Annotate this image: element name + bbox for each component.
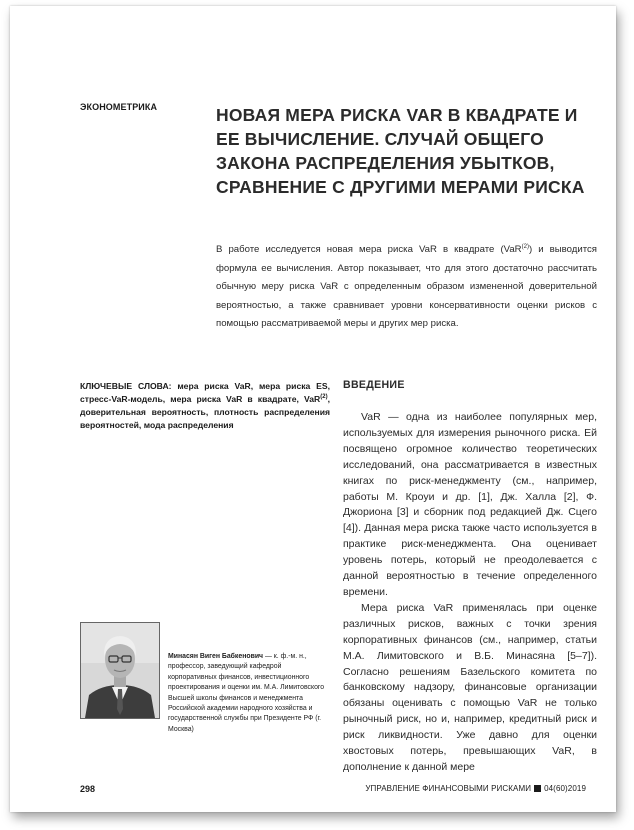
paragraph: Мера риска VaR применялась при оценке различных рисков, важных с точки зрения корпоративных финансов (см., например, статьи М.А. Лимитовского и В.Б. Минасяна [5–7]). Согласно решениям Базельского комитета по банковскому надзору, финансовые организации обязаны оценивать с помощью VaR не только рыночный риск, но и, например, кредитный риск и риск ликвидности. Уже давно для оценки хвостовых потерь, превышающих VaR, в дополнение к данной мере: [343, 601, 597, 773]
keywords: [80, 380, 330, 432]
rubric: ЭКОНОМЕТРИКА: [80, 102, 158, 112]
paragraph: VaR — одна из наиболее популярных мер, используемых для измерения рыночного риска. Ей посвящено огромное количество теоретических исследований, она рассматривается в известных книгах по риск-менеджменту (см., например, работы М. Кроуи и др. [1], Дж. Халла [2], Ф. Джориона [3] и сборник под редакцией Дж. Сцего [4]). Данная мера риска также часто используется в практике риск-менеджмента. Она оценивает уровень потерь, который не преодолевается с данной вероятностью в течение определенного времени.: [343, 411, 597, 598]
abstract-text-2: ) и выводится формула ее вычисления. Автор показывает, что для этого достаточно рассчитать обычную меру риска VaR с определенным образом измененной доверительной вероятностью, а также сравнивает уровни консервативности оценки рисков с помощью рассматриваемой меры и других мер риска.: [216, 244, 597, 330]
author-portrait-image: [81, 623, 159, 718]
author-photo: [80, 622, 160, 719]
abstract-text-1: В работе исследуется новая мера риска VaR в квадрате (VaR: [216, 244, 522, 255]
journal-issue: 04(60)2019: [544, 784, 586, 793]
keywords-label: КЛЮЧЕВЫЕ СЛОВА:: [80, 381, 172, 391]
section-heading: ВВЕДЕНИЕ: [343, 379, 405, 391]
author-name: Минасян Виген Бабкенович: [168, 653, 264, 660]
keywords-text-2: , доверительная вероятность, плотность распределения вероятностей, мода распределения: [80, 394, 330, 430]
page-number: 298: [80, 784, 96, 794]
journal-footer: [365, 784, 586, 793]
square-bullet-icon: [534, 785, 541, 792]
keywords-text-1: мера риска VaR, мера риска ES, стресс-VaR-модель, мера риска VaR в квадрате, VaR: [80, 381, 330, 404]
abstract-superscript: (2): [521, 243, 529, 250]
abstract: [216, 241, 597, 334]
article-title: НОВАЯ МЕРА РИСКА VAR В КВАДРАТЕ И ЕЕ ВЫЧИСЛЕНИЕ. СЛУЧАЙ ОБЩЕГО ЗАКОНА РАСПРЕДЕЛЕНИЯ УБЫТКОВ, СРАВНЕНИЕ С ДРУГИМИ МЕРАМИ РИСКА: [216, 105, 585, 197]
page: [10, 6, 616, 812]
journal-name: УПРАВЛЕНИЕ ФИНАНСОВЫМИ РИСКАМИ: [365, 784, 532, 793]
body-text: [343, 410, 597, 776]
author-bio: — к. ф.-м. н., профессор, заведующий кафедрой корпоративных финансов, инвестиционного проектирования и оценки им. М.А. Лимитовского Высшей школы финансов и менеджмента Российской академии народного хозяйства и государственной службы при Президенте РФ (г. Москва): [168, 653, 325, 733]
keywords-superscript: (2): [320, 394, 328, 401]
author-info: [168, 652, 332, 735]
